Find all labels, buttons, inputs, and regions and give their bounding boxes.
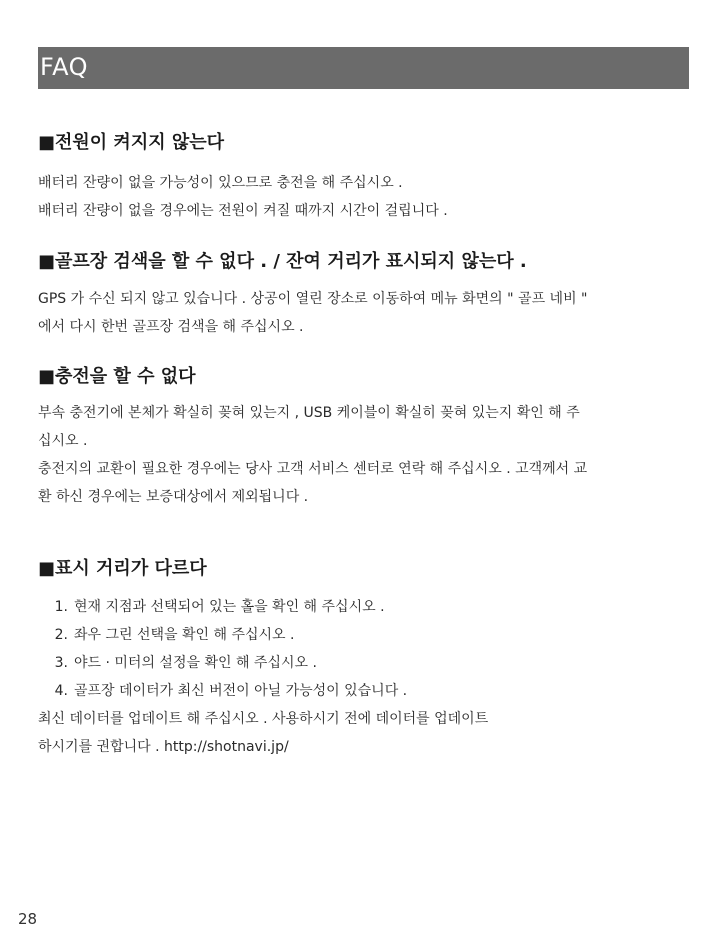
section-heading: ■충전을 할 수 없다 [38,366,196,387]
body-text-line: 배터리 잔량이 없을 경우에는 전원이 켜질 때까지 시간이 걸립니다 . [38,203,448,219]
faq-header-bar [38,47,689,89]
faq-section-distance [38,557,692,761]
list-item-text: 좌우 그린 선택을 확인 해 주십시오 . [74,627,295,643]
section-heading: ■전원이 켜지지 않는다 [38,132,225,153]
faq-section-power [38,131,692,225]
list-item-text: 골프장 데이터가 최신 버전이 아닐 가능성이 있습니다 . [74,683,408,699]
list-item [38,649,692,677]
body-text-line: 충전지의 교환이 필요한 경우에는 당사 고객 서비스 센터로 연락 해 주십시오 . 고객께서 교 [38,461,588,477]
page-number: 28 [18,910,38,928]
page-title: FAQ [40,53,88,81]
list-item-number: 3. [54,655,68,671]
body-text-line: 환 하신 경우에는 보증대상에서 제외됩니다 . [38,489,309,505]
body-text-line: 배터리 잔량이 없을 가능성이 있으므로 충전을 해 주십시오 . [38,175,403,191]
body-text-line-with-link: 하시기를 권합니다 . http://shotnavi.jp/ [38,739,289,755]
list-item-number: 4. [54,683,68,699]
section-heading: ■표시 거리가 다르다 [38,558,207,579]
list-item-text: 야드 · 미터의 설정을 확인 해 주십시오 . [74,655,317,671]
body-text-line: 최신 데이터를 업데이트 해 주십시오 . 사용하시기 전에 데이터를 업데이트 [38,711,489,727]
faq-section-course-search [38,250,692,341]
body-text-line: 에서 다시 한번 골프장 검색을 해 주십시오 . [38,319,304,335]
body-text-line: GPS 가 수신 되지 않고 있습니다 . 상공이 열린 장소로 이동하여 메뉴 화면의 " 골프 네비 " [38,291,588,307]
list-item-number: 2. [54,627,68,643]
body-text-line: 십시오 . [38,433,88,449]
list-item [38,593,692,621]
faq-section-charging [38,365,692,511]
list-item-number: 1. [54,599,68,615]
list-item [38,677,692,705]
list-item [38,621,692,649]
body-text-line: 부속 충전기에 본체가 확실히 꽂혀 있는지 , USB 케이블이 확실히 꽂혀 있는지 확인 해 주 [38,405,580,421]
section-heading: ■골프장 검색을 할 수 없다 . / 잔여 거리가 표시되지 않는다 . [38,251,527,272]
list-item-text: 현재 지점과 선택되어 있는 홀을 확인 해 주십시오 . [74,599,385,615]
